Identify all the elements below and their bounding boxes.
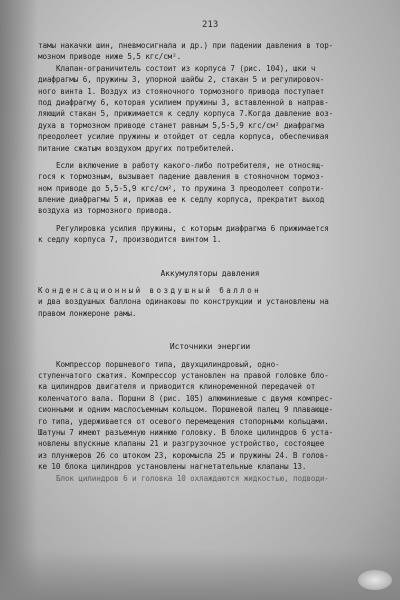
text-line: го типа, удерживается от осевого перемещения стопорными кольцами. [38, 416, 329, 426]
text-line: новлены впускные клапаны 21 и разгрузочное устройство, состоящее [38, 439, 325, 449]
section-heading-accumulators: Аккумуляторы давления [160, 268, 260, 278]
paragraph-6 [38, 359, 382, 484]
page-number: 213 [202, 20, 219, 30]
paragraph-3 [38, 160, 382, 217]
section-heading-energy-sources: Источники энергии [169, 342, 251, 352]
text-line: ном приводе до 5,5-5,9 кгс/см², то пружина 3 преодолеет сопроти- [38, 183, 325, 193]
text-line: ка цилиндров двигателя и приводится клиноременной передачей от [38, 382, 316, 392]
text-line: ляющий стакан 5, прижимается к седлу корпуса 7.Когда давление воз- [38, 109, 334, 119]
text-line: Клапан-ограничитель состоит из корпуса 7 (рис. 104), шки ч [56, 63, 316, 73]
text-line: правом лонжероне рамы. [38, 308, 137, 318]
text-line: сионными и одним маслосъемным кольцом. Поршневой палец 9 плавающе- [38, 405, 334, 415]
page-edge-shadow [0, 0, 38, 600]
text-line: Компрессор поршневого типа, двухцилиндровый, одно- [56, 359, 280, 369]
text-line: ного винта 1. Воздух из стояночного тормозного привода поступает [38, 86, 325, 96]
text-line: питание сжатым воздухом других потребителей. [38, 143, 235, 153]
text-line: ке 10 блока цилиндров установлены нагнетательные клапаны 13. [38, 462, 307, 472]
text-line: Регулировка усилия пружины, с которым диафрагма 6 прижимается [56, 223, 329, 233]
text-line: Шатуны 7 имеют разъемную нижнюю головку. В блоке цилиндров 6 уста- [38, 427, 334, 437]
text-line: диафрагмы 6, пружины 3, упорной шайбы 2, стакан 5 и регулировоч- [38, 75, 325, 85]
text-line: и два воздушных баллона одинаковы по конструкции и установлены на [38, 297, 329, 307]
text-line: ступенчатого сжатия. Компрессор установлен на правой головке бло- [38, 370, 329, 380]
text-line: духа в тормозном приводе станет равным 5,5-5,9 кгс/см² диафрагма [38, 120, 325, 130]
text-line: вление диафрагмы 5 и, прижав ее к седлу корпуса, прекратит выход [38, 195, 325, 205]
text-line: коленчатого вала. Поршни 8 (рис. 105) алюминиевые с двумя компрес- [38, 393, 334, 403]
paragraph-5 [38, 285, 382, 319]
text-line: мозном приводе ниже 5,5 кгс/см². [38, 52, 182, 62]
text-line-faded: Блок цилиндров 6 и головка 10 охлаждаются жидкостью, подводи- [56, 473, 329, 483]
text-line: гося к тормозным, вызывает падение давления в стояночном тормоз- [38, 172, 325, 182]
text-line: тамы накачки шин, пневмосигнала и др.) при падении давления в тор- [38, 41, 334, 50]
page-text [38, 40, 382, 484]
text-line: к седлу корпуса 7, производится винтом 1. [38, 235, 222, 245]
text-line-emphasized: Конденсационный воздушный баллон [38, 286, 262, 296]
paragraph-2 [38, 63, 382, 154]
paragraph-4 [38, 223, 382, 246]
text-line: из плунжеров 26 со штоком 23, коромысла 25 и пружины 24. В голов- [38, 450, 329, 460]
page-bottom-shadow [0, 550, 400, 600]
text-line: воздуха из тормозного привода. [38, 206, 173, 216]
text-line: Если включение в работу какого-либо потребителя, не относящ- [56, 160, 325, 170]
text-line: под диафрагму 6, которая усилием пружины 3, вставленной в направ- [38, 97, 329, 107]
text-line: преодолеет усилие пружины и отойдет от седла корпуса, обеспечивая [38, 132, 329, 142]
paragraph-1 [38, 40, 382, 63]
paper-stain [358, 570, 392, 590]
